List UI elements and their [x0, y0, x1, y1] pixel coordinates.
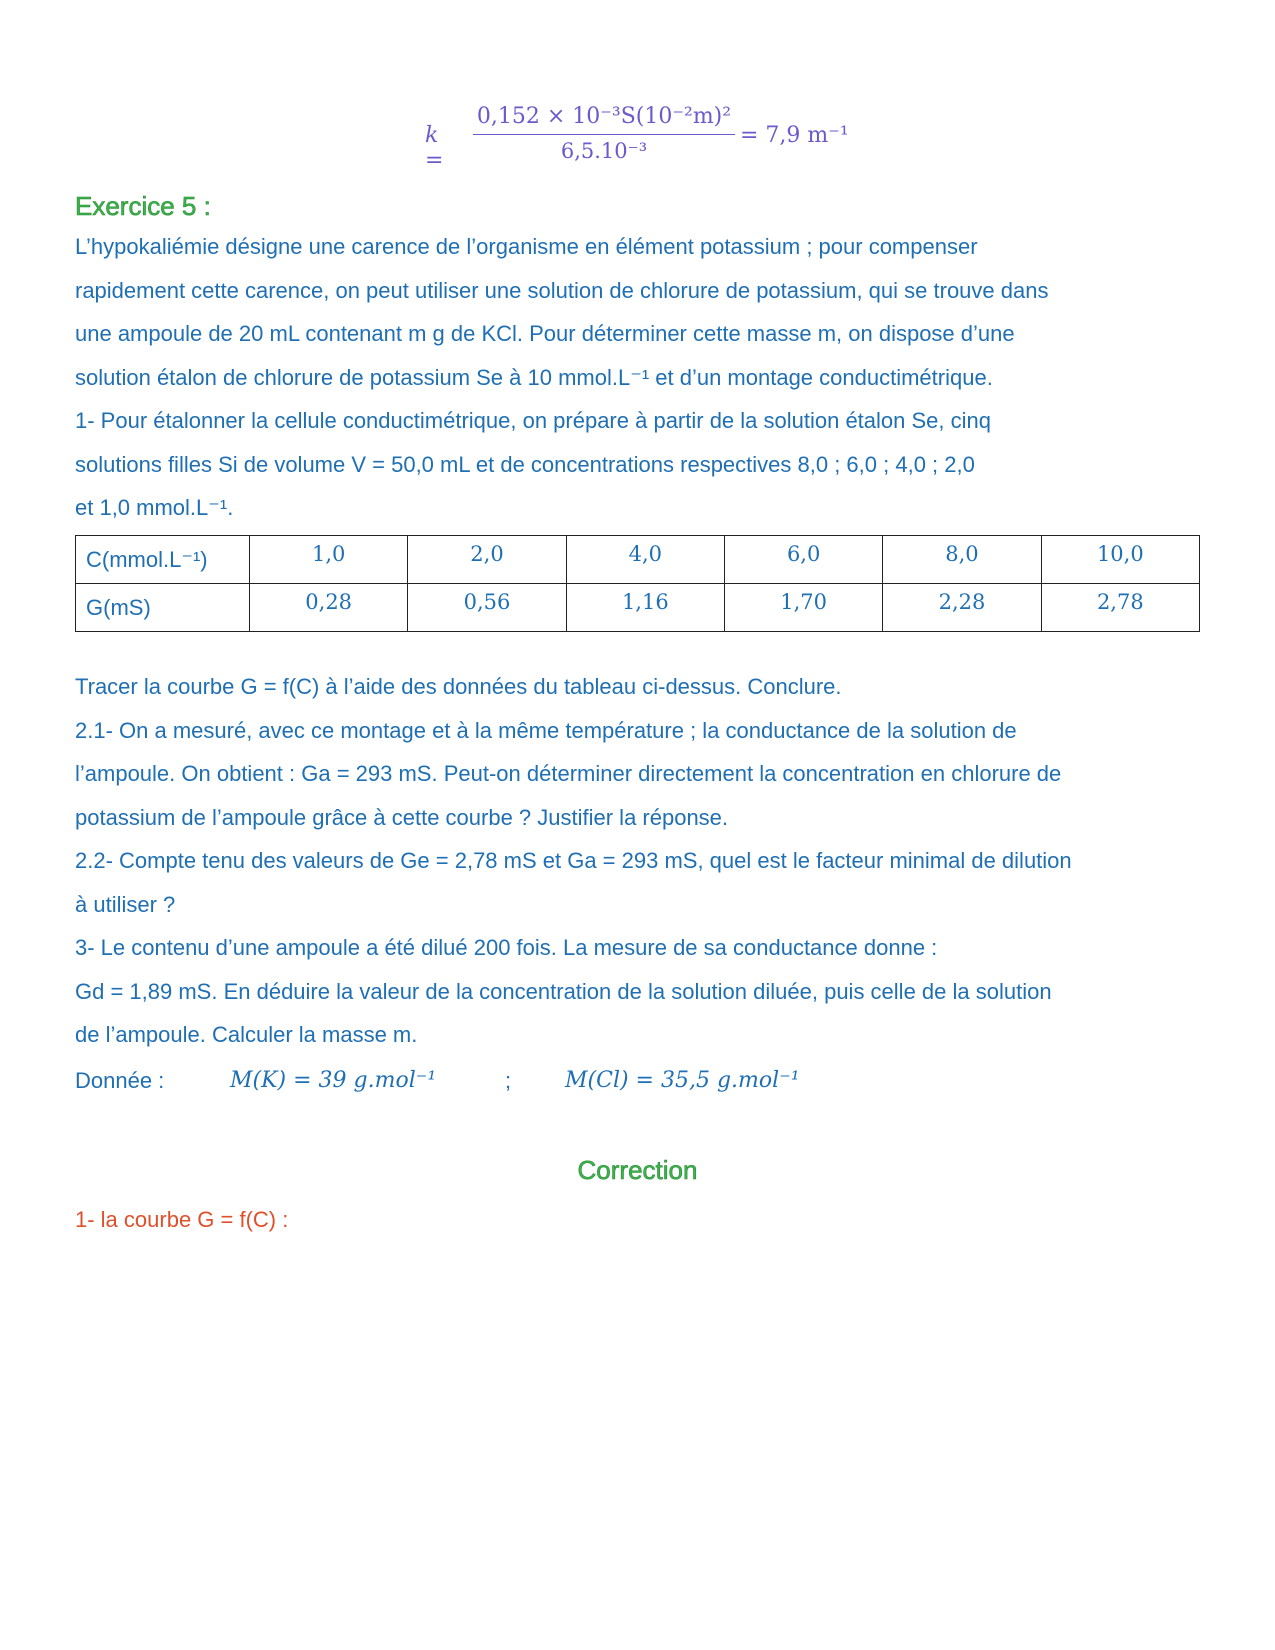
table-cell: 10,0	[1041, 536, 1199, 584]
table-cell: 1,16	[566, 584, 724, 632]
table-cell: 8,0	[883, 536, 1041, 584]
formula-result: = 7,9 m⁻¹	[740, 123, 849, 148]
table-cell: 6,0	[724, 536, 882, 584]
intro-line: rapidement cette carence, on peut utiliser une solution de chlorure de potassium, qui se trouve dans	[75, 277, 1049, 303]
table-row	[76, 584, 1200, 632]
correction-title: Correction	[577, 1155, 698, 1185]
formula-numerator: 0,152 × 10⁻³S(10⁻²m)²	[476, 104, 732, 129]
intro-line: L’hypokaliémie désigne une carence de l’organisme en élément potassium ; pour compenser	[75, 234, 978, 259]
table-cell: 0,28	[250, 584, 408, 632]
question-1-line: solutions filles Si de volume V = 50,0 mL et de concentrations respectives 8,0 ; 6,0 ; 4,0 ; 2,0	[75, 451, 975, 477]
intro-line: une ampoule de 20 mL contenant m g de KCl. Pour déterminer cette masse m, on dispose d’une	[75, 321, 1015, 346]
molar-mass-cl: M(Cl) = 35,5 g.mol⁻¹	[565, 1068, 800, 1093]
exercise-intro	[75, 225, 1205, 530]
table-cell: 1,70	[724, 584, 882, 632]
table-cell: 2,0	[408, 536, 566, 584]
question-2-2-line: à utiliser ?	[75, 891, 176, 917]
formula-fraction	[473, 100, 735, 167]
given-data-separator: ;	[505, 1068, 512, 1093]
question-1-line: et 1,0 mmol.L⁻¹.	[75, 495, 234, 520]
molar-mass-k: M(K) = 39 g.mol⁻¹	[230, 1068, 437, 1093]
tracer-instruction: Tracer la courbe G = f(C) à l’aide des données du tableau ci-dessus. Conclure.	[75, 674, 842, 699]
table-cell: 0,56	[408, 584, 566, 632]
row-header-concentration: C(mmol.L⁻¹)	[76, 536, 250, 584]
question-3-line: 3- Le contenu d’une ampoule a été dilué 200 fois. La mesure de sa conductance donne :	[75, 935, 938, 960]
question-2-1-line: l’ampoule. On obtient : Ga = 293 mS. Peut-on déterminer directement la concentration en chlorure de	[75, 761, 1062, 786]
row-header-conductance: G(mS)	[76, 584, 250, 632]
formula-denominator: 6,5.10⁻³	[560, 139, 648, 163]
exercise-questions	[75, 665, 1205, 1057]
table-cell: 2,28	[883, 584, 1041, 632]
table-row	[76, 536, 1200, 584]
question-1-line: 1- Pour étalonner la cellule conductimétrique, on prépare à partir de la solution étalon Se, cinq	[75, 408, 991, 433]
calibration-table	[75, 535, 1200, 632]
intro-line: solution étalon de chlorure de potassium Se à 10 mmol.L⁻¹ et d’un montage conductimétrique.	[75, 364, 993, 390]
question-2-1-line: 2.1- On a mesuré, avec ce montage et à la même température ; la conductance de la solution de	[75, 717, 1017, 743]
given-data-label: Donnée :	[75, 1068, 165, 1093]
table-cell: 1,0	[250, 536, 408, 584]
question-3-line: de l’ampoule. Calculer la masse m.	[75, 1022, 418, 1047]
table-cell: 4,0	[566, 536, 724, 584]
table-cell: 2,78	[1041, 584, 1199, 632]
question-2-2-line: 2.2- Compte tenu des valeurs de Ge = 2,78 mS et Ga = 293 mS, quel est le facteur minimal de dilution	[75, 848, 1072, 873]
correction-courbe-label: 1- la courbe G = f(C) :	[75, 1207, 289, 1232]
question-2-1-line: potassium de l’ampoule grâce à cette courbe ? Justifier la réponse.	[75, 804, 729, 830]
formula-lhs: k =	[425, 123, 444, 173]
exercise-title: Exercice 5 :	[75, 191, 211, 221]
question-3-line: Gd = 1,89 mS. En déduire la valeur de la concentration de la solution diluée, puis celle de la solution	[75, 978, 1052, 1004]
